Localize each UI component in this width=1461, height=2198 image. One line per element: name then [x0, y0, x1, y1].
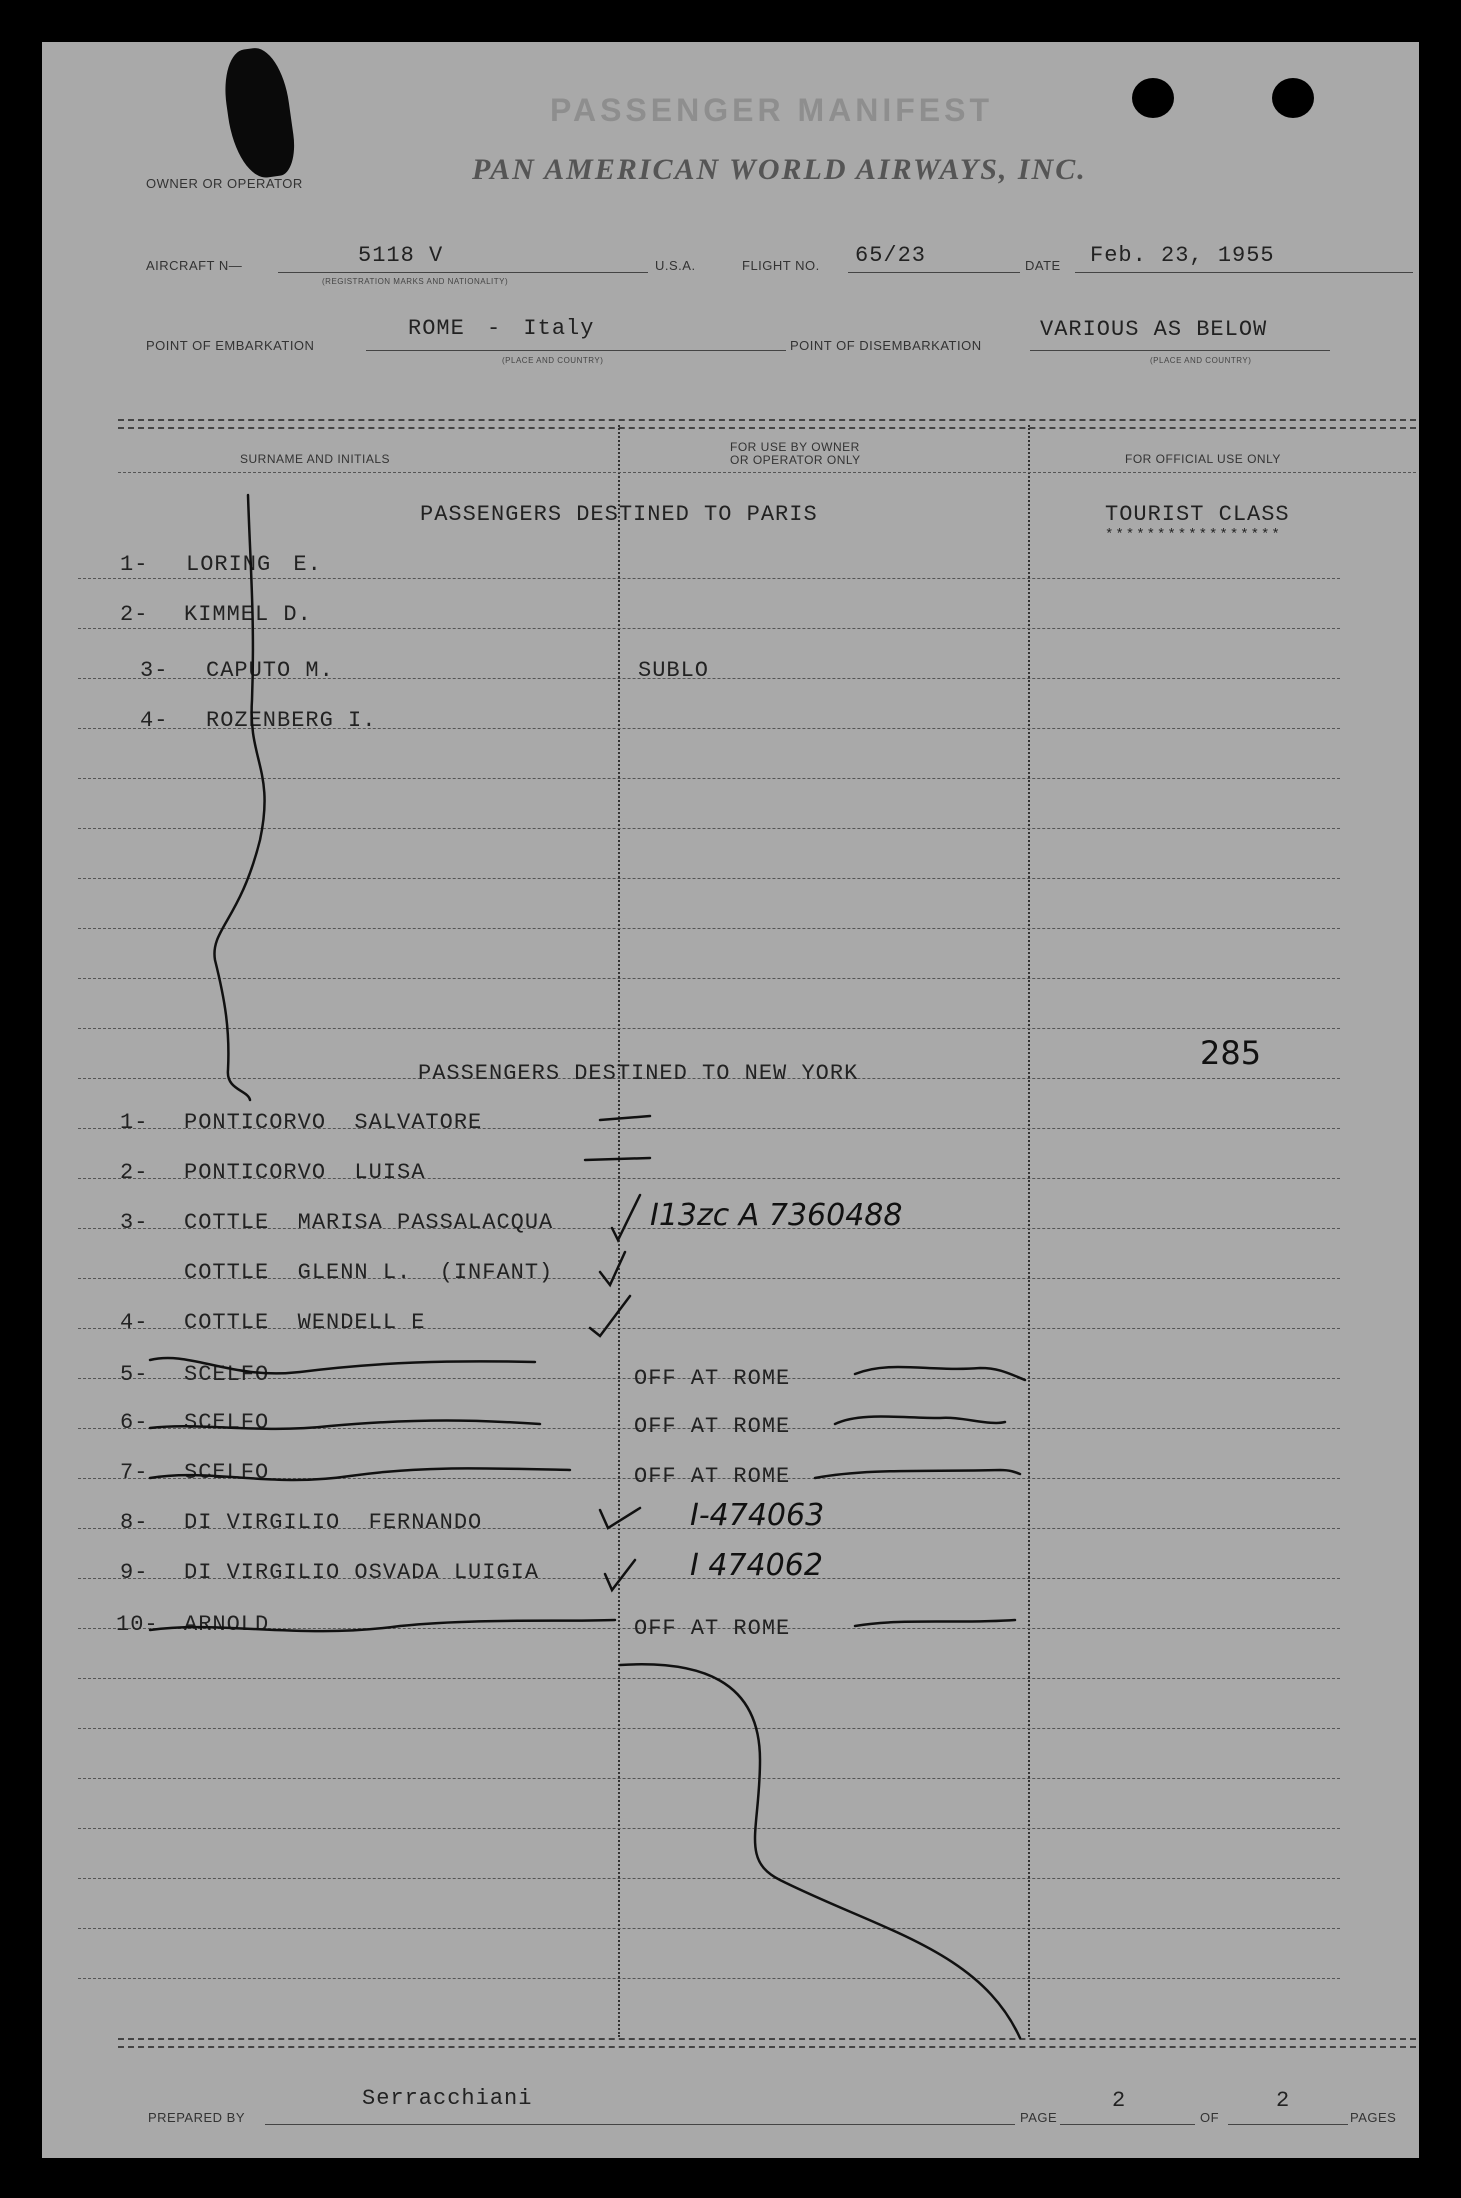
- strike-note-10: [855, 1620, 1015, 1626]
- strike-note-6: [835, 1417, 1005, 1425]
- paris-row-3-name: CAPUTO M.: [206, 658, 334, 683]
- ny-row-note: OFF AT ROME: [634, 1464, 791, 1489]
- ny-row-num: 1-: [120, 1110, 149, 1135]
- date-value: Feb. 23, 1955: [1090, 243, 1275, 268]
- column-header-surname: SURNAME AND INITIALS: [240, 452, 391, 466]
- paris-row-4-num: 4-: [140, 708, 169, 733]
- page-title: PASSENGER MANIFEST: [550, 92, 993, 128]
- flight-label: FLIGHT NO.: [742, 258, 820, 273]
- ny-row-name: PONTICORVO LUISA: [184, 1160, 426, 1185]
- ny-row-handwritten-number: I 474062: [690, 1548, 823, 1583]
- check-row-infant: [600, 1252, 625, 1285]
- page-line: [1060, 2124, 1195, 2125]
- tourist-class-stars: *****************: [1105, 527, 1282, 543]
- paris-row-3-note: SUBLO: [638, 658, 710, 683]
- company-name: PAN AMERICAN WORLD AIRWAYS, INC.: [472, 153, 1087, 186]
- ny-row-num: 4-: [120, 1310, 149, 1335]
- tourist-class-label: TOURIST CLASS: [1105, 502, 1290, 527]
- disembark-label: POINT OF DISEMBARKATION: [790, 338, 982, 353]
- check-row-2: [585, 1158, 650, 1160]
- ny-row-num: 8-: [120, 1510, 149, 1535]
- aircraft-label: AIRCRAFT N—: [146, 258, 243, 273]
- prepared-by-label: PREPARED BY: [148, 2110, 246, 2125]
- page-label: PAGE: [1020, 2110, 1058, 2125]
- section-heading-paris: PASSENGERS DESTINED TO PARIS: [420, 502, 818, 527]
- ny-row-name: COTTLE WENDELL E: [184, 1310, 426, 1335]
- strike-row-5: [150, 1358, 535, 1373]
- aircraft-value: 5118 V: [358, 243, 444, 268]
- disembark-value: VARIOUS AS BELOW: [1040, 317, 1268, 342]
- strike-row-6: [150, 1421, 540, 1429]
- ny-row-name: PONTICORVO SALVATORE: [184, 1110, 483, 1135]
- strike-row-7: [150, 1468, 570, 1480]
- ny-row-name: COTTLE MARISA PASSALACQUA: [184, 1210, 554, 1235]
- ny-row-num: 10-: [116, 1612, 159, 1637]
- ny-row-name: ARNOLD: [184, 1612, 270, 1637]
- of-value: 2: [1276, 2088, 1291, 2113]
- ny-row-name: SCELFO: [184, 1410, 270, 1435]
- paris-row-2-name: KIMMEL D.: [184, 602, 312, 627]
- ny-row-num: 3-: [120, 1210, 149, 1235]
- strike-note-5: [855, 1367, 1025, 1380]
- ny-row-num: 6-: [120, 1410, 149, 1435]
- ny-row-handwritten-number: I13zc A 7360488: [650, 1198, 903, 1233]
- place-caption-2: (PLACE AND COUNTRY): [1150, 356, 1252, 365]
- prepared-by-value: Serracchiani: [362, 2086, 533, 2111]
- of-label: OF: [1200, 2110, 1220, 2125]
- pages-label: PAGES: [1350, 2110, 1397, 2125]
- ny-row-num: 7-: [120, 1460, 149, 1485]
- ny-row-note: OFF AT ROME: [634, 1414, 791, 1439]
- of-line: [1228, 2124, 1348, 2125]
- ny-row-name: COTTLE GLENN L. (INFANT): [184, 1260, 554, 1285]
- check-row-8: [600, 1508, 640, 1528]
- strike-note-7: [815, 1470, 1020, 1478]
- embark-value: ROME - Italy: [408, 316, 595, 341]
- bracket-stroke-new-york: [620, 1664, 1020, 2038]
- ny-row-num: 9-: [120, 1560, 149, 1585]
- check-row-4: [590, 1296, 630, 1336]
- ny-row-num: 2-: [120, 1160, 149, 1185]
- flight-value: 65/23: [855, 243, 927, 268]
- check-row-3: [612, 1195, 640, 1240]
- check-row-9: [605, 1560, 635, 1590]
- column-header-official: FOR OFFICIAL USE ONLY: [1125, 452, 1281, 466]
- paris-row-1-name: LORING E.: [186, 552, 322, 577]
- ny-row-handwritten-number: I-474063: [690, 1498, 825, 1533]
- place-caption-1: (PLACE AND COUNTRY): [502, 356, 604, 365]
- paris-row-3-num: 3-: [140, 658, 169, 683]
- ny-row-num: 5-: [120, 1362, 149, 1387]
- registration-caption: (REGISTRATION MARKS AND NATIONALITY): [322, 277, 509, 286]
- strike-row-10: [150, 1620, 615, 1631]
- paris-row-2-num: 2-: [120, 602, 149, 627]
- paris-row-1-num: 1-: [120, 552, 149, 577]
- date-label: DATE: [1025, 258, 1061, 273]
- bracket-stroke-paris: [214, 495, 264, 1100]
- ny-row-name: SCELFO: [184, 1362, 270, 1387]
- paris-row-4-name: ROZENBERG I.: [206, 708, 377, 733]
- page-value: 2: [1112, 2088, 1127, 2113]
- prepared-by-line: [265, 2124, 1015, 2125]
- column-header-owner-line2: OR OPERATOR ONLY: [730, 453, 861, 467]
- official-number: 285: [1200, 1034, 1262, 1072]
- section-heading-new-york: PASSENGERS DESTINED TO NEW YORK: [418, 1061, 859, 1086]
- ny-row-name: DI VIRGILIO OSVADA LUIGIA: [184, 1560, 540, 1585]
- column-header-owner-line1: FOR USE BY OWNER: [730, 440, 860, 454]
- ny-row-note: OFF AT ROME: [634, 1616, 791, 1641]
- owner-label: OWNER OR OPERATOR: [146, 176, 303, 191]
- embark-label: POINT OF EMBARKATION: [146, 338, 315, 353]
- usa-label: U.S.A.: [655, 258, 696, 273]
- ny-row-note: OFF AT ROME: [634, 1366, 791, 1391]
- check-row-1: [600, 1116, 650, 1120]
- ny-row-name: DI VIRGILIO FERNANDO: [184, 1510, 483, 1535]
- ny-row-name: SCELFO: [184, 1460, 270, 1485]
